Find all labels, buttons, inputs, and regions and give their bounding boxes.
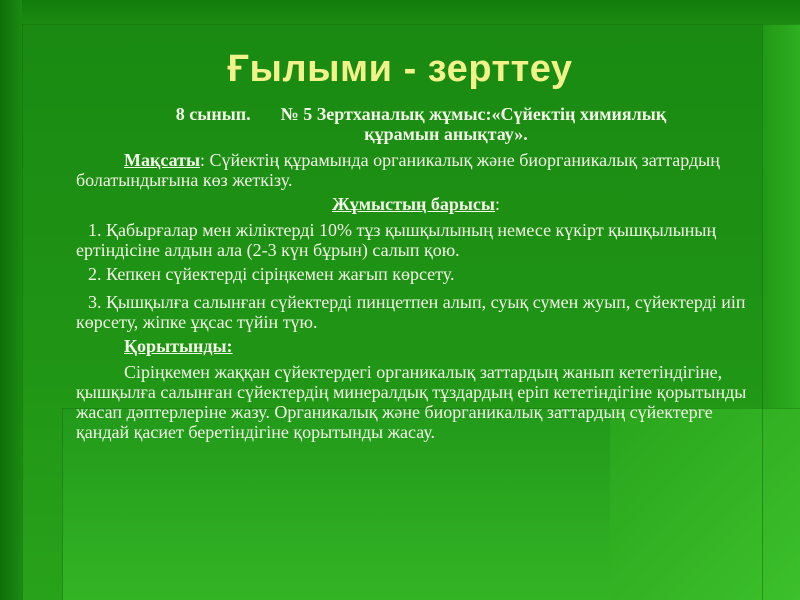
goal-label: Мақсаты (124, 150, 200, 170)
conclusion-label: Қорытынды: (124, 336, 233, 356)
procedure-heading (76, 194, 756, 214)
grade-label: 8 сынып. (175, 104, 251, 124)
lab-header-line-1 (76, 104, 756, 124)
conclusion-heading (76, 336, 756, 356)
lab-work-title: № 5 Зертханалық жұмыс:«Сүйектің химиялық (280, 104, 667, 124)
background-divider (62, 408, 63, 600)
procedure-step: 1. Қабырғалар мен жіліктерді 10% тұз қышқылының немесе күкірт қышқылының ертіндісіне алдын ала (2-3 күн бұрын) салып қою. (76, 220, 717, 260)
background-divider (22, 24, 23, 600)
background-top-band (0, 0, 800, 24)
goal-paragraph (76, 150, 756, 190)
lab-header-line-2 (76, 124, 756, 144)
procedure-colon: : (494, 194, 500, 214)
background-divider (762, 24, 763, 600)
background-divider (22, 24, 800, 25)
lab-work-title-continued: құрамын анықтау». (364, 124, 528, 144)
procedure-label: Жұмыстың барысы (332, 194, 495, 214)
goal-text: : Сүйектің құрамында органикалық және биорганикалық заттардың болатындығына көз жеткізу. (76, 150, 720, 190)
procedure-step: 2. Кепкен сүйектерді сіріңкемен жағып көрсету. (88, 264, 455, 284)
slide-body (76, 104, 756, 442)
conclusion-text: Сіріңкемен жаққан сүйектердегі органикалық заттардың жанып кететіндігіне, қышқылға салынған сүйектердің минералдық тұздардың еріп кететіндігіне қорытынды жасап дәптерлеріне жазу. Органикалық және биорганикалық заттардың сүйектерге қандай қасиет беретіндігіне қорытынды жасау. (76, 362, 747, 442)
slide-title: Ғылыми - зерттеу (227, 48, 573, 90)
procedure-step: 3. Қышқылға салынған сүйектерді пинцетпен алып, суық сумен жуып, сүйектерді иіп көрсету, жіпке ұқсас түйін түю. (76, 292, 746, 332)
